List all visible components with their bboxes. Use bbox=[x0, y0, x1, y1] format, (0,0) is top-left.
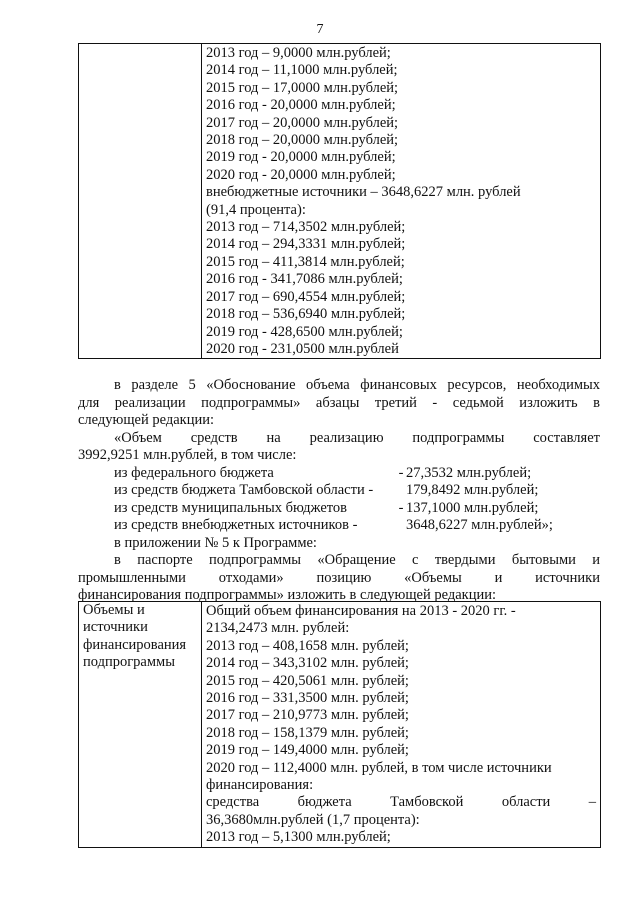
source-name: из средств внебюджетных источников - bbox=[114, 517, 358, 533]
paragraph-line: для реализации подпрограммы» абзацы третий - седьмой изложить в bbox=[78, 394, 600, 411]
funding-table-top bbox=[78, 43, 601, 359]
table-line: 2018 год – 20,0000 млн.рублей; bbox=[206, 132, 399, 149]
table-line: 36,3680млн.рублей (1,7 процента): bbox=[206, 811, 420, 828]
table-line: 2013 год – 408,1658 млн. рублей; bbox=[206, 637, 409, 654]
source-row bbox=[114, 500, 600, 518]
source-row bbox=[114, 482, 600, 500]
table-line: (91,4 процента): bbox=[206, 201, 306, 218]
paragraph-line: 3992,9251 млн.рублей, в том числе: bbox=[78, 447, 297, 463]
paragraph-line: финансирования подпрограммы» изложить в следующей редакции: bbox=[78, 587, 497, 603]
table-label-line: финансирования bbox=[83, 636, 187, 653]
table-line: 2014 год – 343,3102 млн. рублей; bbox=[206, 655, 409, 672]
table-line: 2013 год – 714,3502 млн.рублей; bbox=[206, 219, 406, 236]
table-line: 2017 год – 20,0000 млн.рублей; bbox=[206, 114, 399, 131]
table-label-line: источники bbox=[83, 619, 148, 636]
table-line: 2016 год - 341,7086 млн.рублей; bbox=[206, 271, 403, 288]
table-line: 2019 год - 20,0000 млн.рублей; bbox=[206, 149, 396, 166]
source-dash bbox=[396, 517, 406, 535]
table-line: 2020 год - 231,0500 млн.рублей bbox=[206, 340, 399, 357]
table-line: средства бюджета Тамбовской области – bbox=[206, 794, 596, 811]
source-name: из средств муниципальных бюджетов bbox=[114, 499, 348, 516]
paragraph-line: «Объем средств на реализацию подпрограммы составляет bbox=[114, 429, 600, 446]
table-label-line: Объемы и bbox=[83, 602, 145, 618]
table-line: 2013 год – 5,1300 млн.рублей; bbox=[206, 829, 391, 846]
source-name: из федерального бюджета bbox=[114, 464, 274, 481]
source-row bbox=[114, 465, 600, 483]
paragraph-line: в паспорте подпрограммы «Обращение с твердыми бытовыми и bbox=[114, 552, 600, 568]
table-line: внебюджетные источники – 3648,6227 млн. рублей bbox=[206, 184, 521, 201]
source-dash: - bbox=[398, 499, 404, 516]
table-line: 2013 год – 9,0000 млн.рублей; bbox=[206, 45, 391, 61]
table-line: 2020 год - 20,0000 млн.рублей; bbox=[206, 166, 396, 183]
table-left-cell bbox=[79, 44, 202, 359]
table-line: 2016 год - 20,0000 млн.рублей; bbox=[206, 97, 396, 114]
source-value: 137,1000 млн.рублей; bbox=[406, 499, 539, 516]
table-line: 2015 год – 420,5061 млн. рублей; bbox=[206, 672, 409, 689]
table-label-line: подпрограммы bbox=[83, 654, 175, 671]
document-body bbox=[78, 377, 600, 605]
source-dash: - bbox=[398, 464, 404, 481]
source-value: 3648,6227 млн.рублей»; bbox=[406, 517, 553, 533]
source-value: 179,8492 млн.рублей; bbox=[406, 482, 539, 498]
table-line: 2015 год – 17,0000 млн.рублей; bbox=[206, 79, 399, 96]
table-left-cell bbox=[79, 602, 202, 848]
table-line: 2018 год – 158,1379 млн. рублей; bbox=[206, 724, 409, 741]
table-line: 2014 год – 294,3331 млн.рублей; bbox=[206, 236, 406, 253]
table-line: 2018 год – 536,6940 млн.рублей; bbox=[206, 306, 406, 323]
paragraph-line: в разделе 5 «Обоснование объема финансовых ресурсов, необходимых bbox=[114, 377, 600, 393]
table-line: 2019 год – 149,4000 млн. рублей; bbox=[206, 742, 409, 759]
table-line: Общий объем финансирования на 2013 - 2020 гг. - bbox=[206, 603, 516, 619]
table-right-cell bbox=[202, 44, 601, 359]
table-line: 2020 год – 112,4000 млн. рублей, в том числе источники bbox=[206, 759, 552, 776]
paragraph-line: промышленными отходами» позицию «Объемы и источники bbox=[78, 569, 600, 586]
source-dash bbox=[396, 482, 406, 500]
table-line: 2017 год – 210,9773 млн. рублей; bbox=[206, 707, 409, 724]
table-line: финансирования: bbox=[206, 777, 314, 794]
table-line: 2017 год – 690,4554 млн.рублей; bbox=[206, 288, 406, 305]
table-right-cell bbox=[202, 602, 601, 848]
source-name: из средств бюджета Тамбовской области - bbox=[114, 482, 374, 498]
table-line: 2015 год – 411,3814 млн.рублей; bbox=[206, 253, 405, 270]
paragraph-line: в приложении № 5 к Программе: bbox=[114, 534, 317, 551]
table-line: 2019 год - 428,6500 млн.рублей; bbox=[206, 323, 403, 340]
paragraph-line: следующей редакции: bbox=[78, 412, 215, 428]
source-value: 27,3532 млн.рублей; bbox=[406, 464, 532, 481]
table-line: 2016 год – 331,3500 млн. рублей; bbox=[206, 690, 409, 707]
table-line: 2134,2473 млн. рублей: bbox=[206, 620, 350, 637]
funding-table-bottom bbox=[78, 601, 601, 848]
table-line: 2014 год – 11,1000 млн.рублей; bbox=[206, 62, 398, 79]
source-row bbox=[114, 517, 600, 535]
page-number: 7 bbox=[316, 22, 324, 37]
